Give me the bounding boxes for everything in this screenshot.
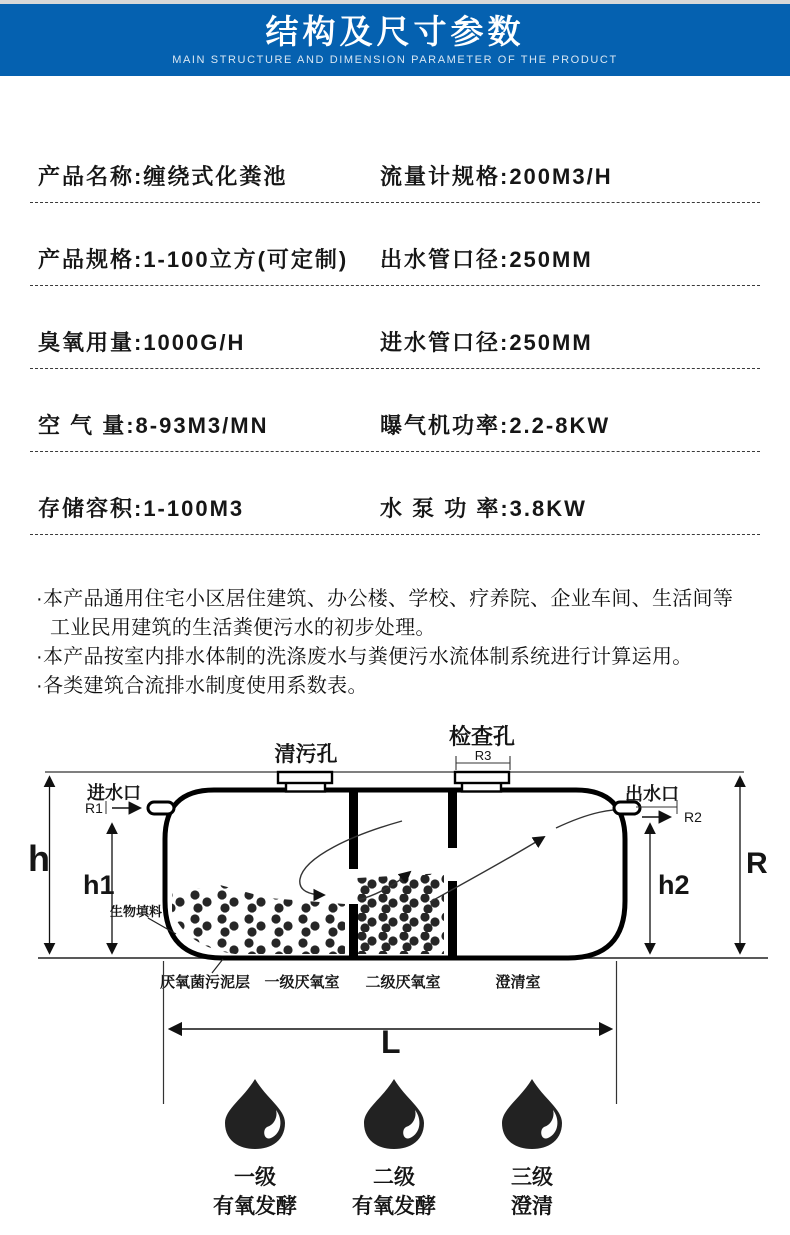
- water-drop-icon: [364, 1079, 424, 1149]
- note-line-4: ·各类建筑合流排水制度使用系数表。: [36, 675, 368, 697]
- sludge-leader: [212, 959, 223, 973]
- spec-flowmeter: 流量计规格:200M3/H: [380, 164, 613, 189]
- cleaning-hole-label: 清污孔: [274, 743, 338, 766]
- page-subtitle: MAIN STRUCTURE AND DIMENSION PARAMETER OF THE PRODUCT: [172, 54, 618, 66]
- stage-2-process: 有氧发酵: [352, 1195, 436, 1218]
- inspection-hole-hatch: [455, 772, 509, 792]
- chamber1-label: 一级厌氧室: [264, 974, 340, 991]
- note-line-1: ·本产品通用住宅小区居住建筑、办公楼、学校、疗养院、企业车间、生活间等: [36, 588, 734, 610]
- stage-2-level: 二级: [373, 1166, 415, 1189]
- stage-3-process: 澄清: [511, 1195, 553, 1218]
- spec-row-5: [30, 496, 760, 535]
- spec-row-2: [30, 247, 760, 286]
- product-notes: [36, 585, 764, 701]
- stage-1-process: 有氧发酵: [213, 1195, 297, 1218]
- stage-3-level: 三级: [511, 1166, 553, 1189]
- spec-aerator-power: 曝气机功率:2.2-8KW: [380, 413, 611, 438]
- sludge-dots-chamber2: [357, 873, 444, 954]
- spec-product-spec: 产品规格:1-100立方(可定制): [38, 247, 349, 272]
- stage-1-drop: [213, 1079, 297, 1218]
- spec-air-volume: 空 气 量:8-93M3/MN: [38, 413, 269, 438]
- page-title: 结构及尺寸参数: [265, 13, 525, 50]
- h1-label: h1: [83, 870, 115, 900]
- spec-inlet-diameter: 进水管口径:250MM: [380, 330, 593, 355]
- clarify-room-label: 澄清室: [495, 974, 541, 991]
- spec-storage-volume: 存储容积:1-100M3: [38, 496, 245, 521]
- h2-label: h2: [658, 870, 690, 900]
- r-label: R: [746, 847, 768, 880]
- stage-3-drop: [502, 1079, 562, 1218]
- spec-pump-power: 水 泵 功 率:3.8KW: [380, 496, 587, 521]
- spec-outlet-diameter: 出水管口径:250MM: [380, 247, 593, 272]
- septic-tank-diagram: [0, 701, 790, 1235]
- chamber2-label: 二级厌氧室: [365, 974, 441, 991]
- water-drop-icon: [225, 1079, 285, 1149]
- inlet-label: 进水口: [87, 783, 141, 803]
- inlet-pipe: [148, 802, 174, 814]
- h-label: h: [28, 838, 50, 879]
- spec-row-3: [30, 330, 760, 369]
- stage-2-drop: [352, 1079, 436, 1218]
- sludge-layer-label: 厌氧菌污泥层: [159, 974, 251, 991]
- stage-1-level: 一级: [234, 1166, 276, 1189]
- outlet-label: 出水口: [625, 784, 679, 804]
- spec-ozone-usage: 臭氧用量:1000G/H: [38, 330, 246, 355]
- spec-row-4: [30, 413, 760, 452]
- spec-product-name: 产品名称:缠绕式化粪池: [38, 164, 288, 189]
- l-label: L: [381, 1024, 401, 1060]
- spec-table: [30, 164, 760, 535]
- inspection-hole-label: 检查孔: [448, 724, 516, 749]
- title-banner: [0, 4, 790, 76]
- cleaning-hole-hatch: [278, 772, 332, 792]
- note-line-2: 工业民用建筑的生活粪便污水的初步处理。: [50, 617, 436, 639]
- water-drop-icon: [502, 1079, 562, 1149]
- spec-row-1: [30, 164, 760, 203]
- bio-filler-label: 生物填料: [110, 904, 163, 919]
- note-line-3: ·本产品按室内排水体制的洗涤废水与粪便污水流体制系统进行计算运用。: [36, 646, 693, 668]
- r1-label: R1: [85, 800, 103, 816]
- r2-label: R2: [684, 809, 702, 825]
- r3-label: R3: [474, 748, 492, 763]
